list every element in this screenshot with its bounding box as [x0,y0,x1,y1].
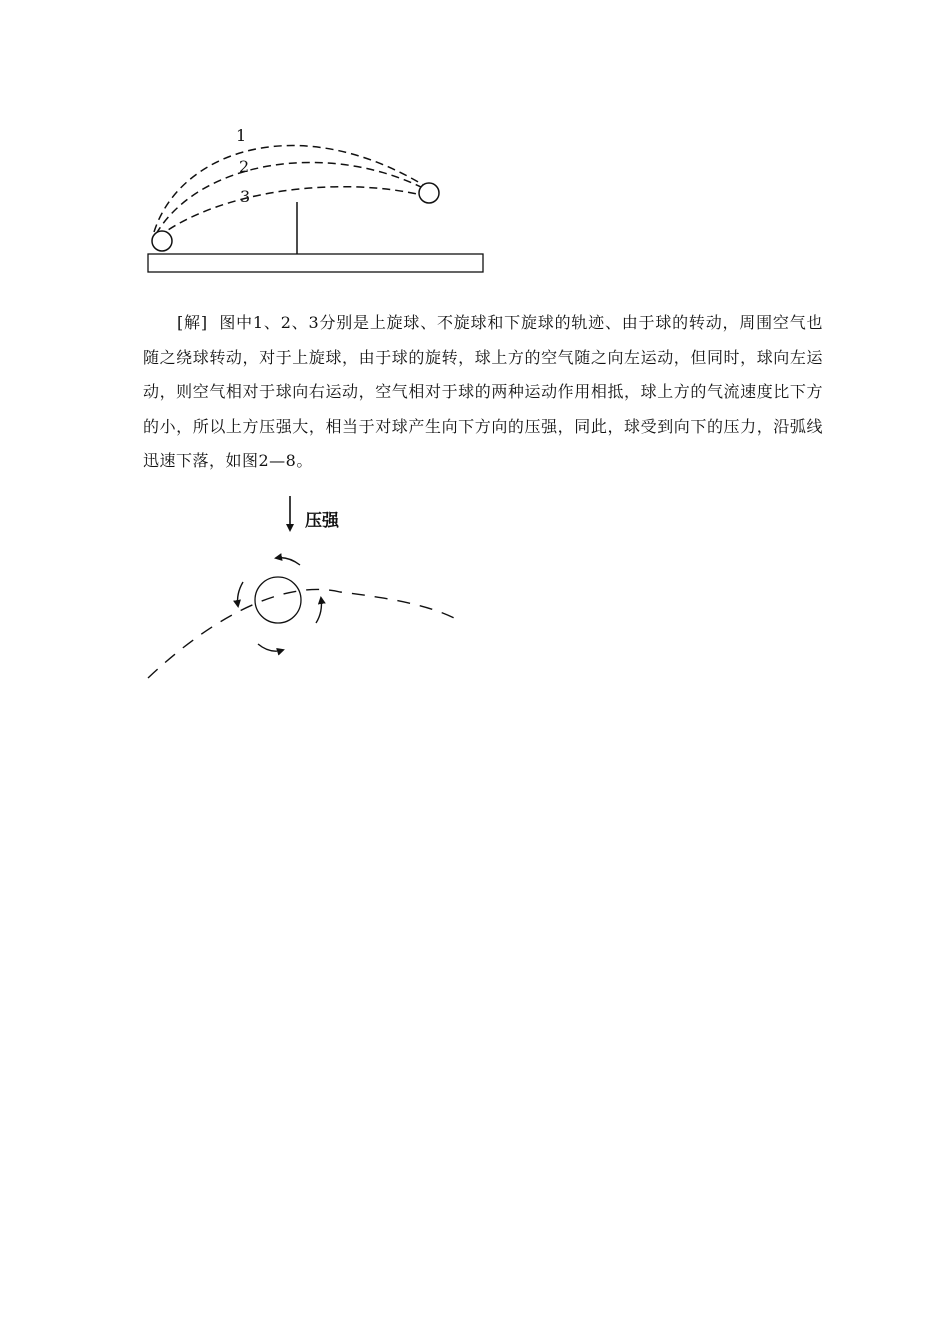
spinning-ball [255,577,301,623]
pressure-label: 压强 [305,511,339,531]
trajectory-label-2: 2 [239,157,250,176]
trajectory-2-path [156,162,427,234]
ball-trajectory-path [148,589,458,678]
solution-paragraph [143,306,823,479]
trajectory-label-3: 3 [240,187,251,206]
solution-tag: [解] [177,313,208,332]
table-surface [148,254,483,272]
trajectory-figure [140,120,500,280]
rotation-arrow-bottom-icon [258,644,283,651]
rotation-arrow-right-icon [316,598,321,623]
ball-start [152,231,172,251]
solution-text: 图中1、2、3分别是上旋球、不旋球和下旋球的轨迹、由于球的转动，周围空气也随之绕球转动，对于上旋球，由于球的旋转，球上方的空气随之向左运动，但同时，球向左运动，则空气相对于球向右运动，空气相对于球的两种运动作用相抵，球上方的气流速度比下方的小，所以上方压强大，相当于对球产生向下方向的压强，同此，球受到向下的压力，沿弧线迅速下落，如图2—8。 [143,313,823,470]
ball-end [419,183,439,203]
trajectory-label-1: 1 [236,126,247,145]
pressure-figure [140,490,480,690]
rotation-arrow-top-icon [276,558,300,565]
trajectory-3-path [158,187,426,237]
rotation-arrow-left-icon [238,582,243,606]
